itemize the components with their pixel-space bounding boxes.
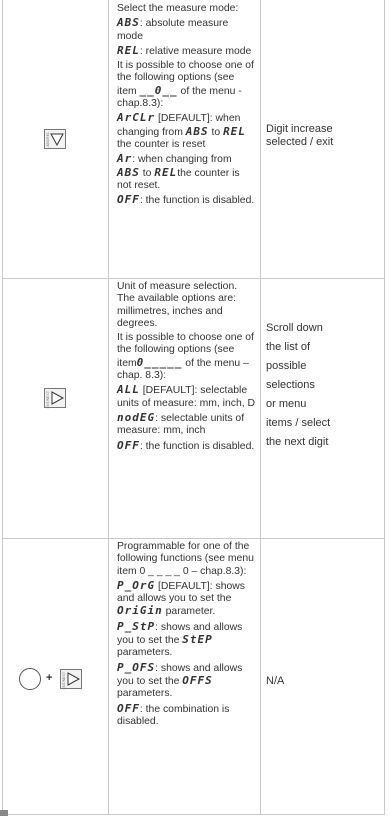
action-line: items / select — [266, 417, 331, 429]
key-cell — [2, 0, 108, 278]
abs-rel-key — [44, 129, 66, 149]
action-line: selections — [266, 379, 315, 391]
description-line: ArCLr [DEFAULT]: when changing from ABS to REL the counter is reset — [117, 111, 246, 150]
action-line: Scroll down — [266, 322, 323, 334]
key-small-label: ENT/NEXT — [46, 391, 50, 409]
description-line: OFF: the function is disabled. — [117, 193, 255, 207]
function-table — [2, 0, 385, 814]
table-row — [2, 278, 385, 539]
description-cell — [117, 3, 255, 209]
description-line: It is possible to choose one of the following options (see item __0__ of the menu - chap.8.3): — [117, 60, 254, 110]
ent-next-key — [44, 388, 66, 408]
description-line: ALL [DEFAULT]: selectable units of measure: mm, inch, D — [117, 383, 256, 409]
action-cell: N/A — [266, 675, 285, 687]
action-line: or menu — [266, 398, 307, 410]
action-cell: Digit increase selected / exit — [266, 123, 334, 148]
triangle-right-icon — [50, 391, 64, 405]
plus-sign: + — [46, 672, 53, 684]
description-line: OFF: the combination is disabled. — [117, 701, 230, 727]
action-line: the list of — [266, 341, 311, 353]
action-cell — [266, 322, 376, 455]
description-line: nodEG: selectable units of measure: mm, inch — [117, 410, 245, 437]
table-row — [2, 0, 385, 279]
key-cell — [2, 538, 108, 814]
description-line: REL: relative measure mode — [117, 43, 252, 57]
table-row — [2, 538, 385, 815]
description-line: P_OFS: shows and allows you to set the OFFS parameters. — [117, 660, 243, 700]
description-line: It is possible to choose one of the following options (see item0_____ of the menu – chap. 8.3): — [117, 332, 254, 382]
circle-key — [19, 668, 41, 690]
description-line: Select the measure mode: — [117, 3, 239, 14]
description-line: ABS: absolute measure mode — [117, 16, 229, 42]
triangle-down-icon — [50, 132, 64, 146]
description-cell — [117, 281, 255, 455]
description-line: OFF: the function is disabled. — [117, 438, 255, 452]
description-line: Unit of measure selection. The available options are: millimetres, inches and degrees. — [117, 281, 238, 329]
description-line: Ar: when changing from ABS to RELthe counter is not reset. — [117, 152, 240, 191]
triangle-right-icon — [66, 672, 80, 686]
description-line: Programmable for one of the following functions (see menu item 0 _ _ _ _ 0 – chap.8.3): — [117, 541, 254, 577]
description-cell — [117, 541, 255, 730]
key-small-label: ENT/NEXT — [62, 672, 66, 690]
key-cell — [2, 278, 108, 538]
page-edge-mark — [0, 810, 8, 816]
description-line: P_StP: shows and allows you to set the StEP parameters. — [117, 619, 243, 659]
action-line: the next digit — [266, 436, 329, 448]
ent-next-key — [60, 669, 82, 689]
key-small-label: ABS/REL — [46, 132, 50, 147]
action-line: possible — [266, 360, 307, 372]
description-line: P_OrG [DEFAULT]: shows and allows you to set the OriGin parameter. — [117, 578, 246, 618]
